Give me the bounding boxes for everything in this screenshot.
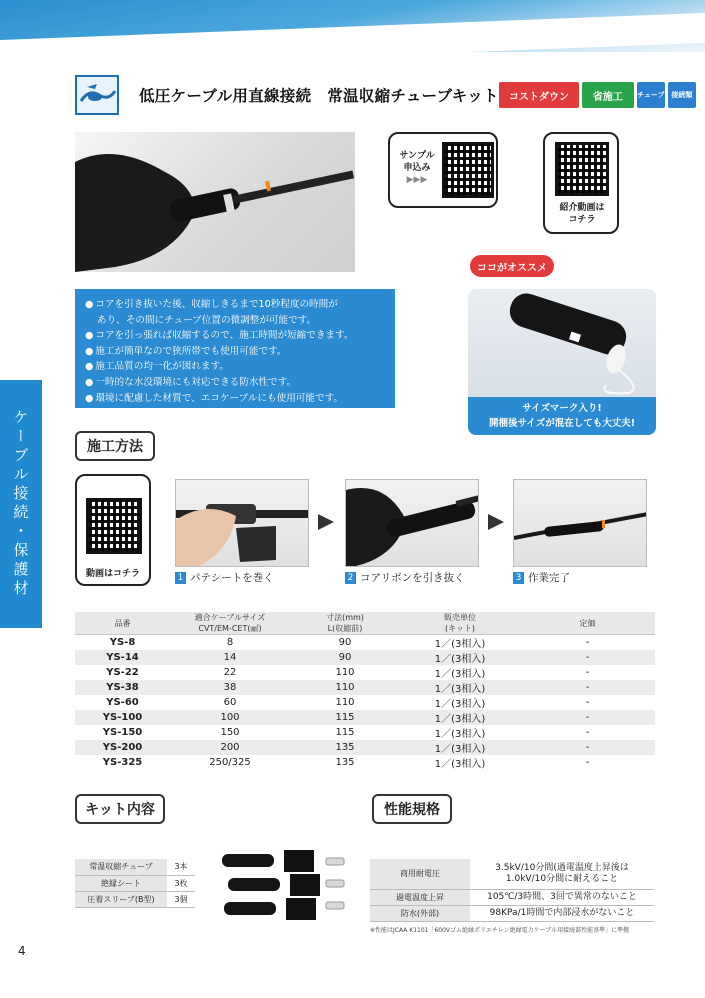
wave-fish-icon	[77, 81, 117, 109]
perf-value: 98KPa/1時間で内部浸水がないこと	[470, 905, 654, 921]
sample-label-line2: 申込み	[403, 163, 431, 174]
table-row	[370, 905, 654, 921]
tube-with-size-mark-illustration	[468, 289, 656, 397]
cell-price: -	[520, 680, 655, 695]
wrapping-putty-illustration	[176, 480, 309, 567]
kit-items-illustration	[220, 848, 350, 922]
table-row	[75, 740, 655, 755]
col-unit	[400, 612, 520, 635]
perf-item: 商用耐電圧	[370, 859, 470, 889]
cell-price: -	[520, 650, 655, 665]
table-row	[75, 710, 655, 725]
col-dimension-line2: L(収縮前)	[327, 624, 363, 633]
cell-price: -	[520, 740, 655, 755]
table-row	[75, 875, 195, 891]
feature-item: ● 施工が簡単なので狭所帯でも使用可能です。	[85, 344, 385, 360]
recommend-caption	[468, 397, 656, 435]
feature-badges	[499, 82, 696, 108]
recommend-caption-line2: 開梱後サイズが混在しても大丈夫!	[488, 418, 636, 429]
cell-price: -	[585, 637, 590, 648]
table-row	[75, 695, 655, 710]
cell-cable-size: 8	[226, 637, 234, 648]
cell-length: 90	[338, 637, 352, 648]
step-1-caption	[175, 570, 274, 585]
kit-item: 圧着スリーブ(B型)	[75, 891, 167, 907]
arrow-icons: ▶▶▶	[406, 175, 428, 186]
sidebar-label: ケーブル接続・保護材	[11, 409, 30, 599]
completed-joint-illustration	[514, 480, 647, 567]
page-title: 低圧ケーブル用直線接続 常温収縮チューブキット	[139, 87, 499, 105]
section-heading-performance: 性能規格	[372, 794, 452, 824]
cell-length: 110	[335, 697, 355, 708]
perf-item: 過電温度上昇	[370, 889, 470, 905]
cell-price: -	[585, 757, 590, 768]
cell-sales-unit: 1／(3相入)	[400, 740, 520, 755]
company-logo	[75, 75, 119, 115]
cell-model: YS-38	[75, 680, 170, 695]
perf-value-line1: 3.5kV/10分間(過電温度上昇後は	[495, 862, 629, 873]
cell-length: 110	[335, 667, 355, 678]
cell-model: YS-8	[109, 637, 136, 648]
table-row	[75, 859, 195, 875]
sample-label-line1: サンプル	[399, 151, 435, 161]
step-3-number: 3	[513, 572, 524, 584]
col-unit-line1: 販売単位	[444, 613, 476, 622]
feature-item: ● コアを引き抜いた後、収縮しきるまで10秒程度の時間が	[85, 297, 385, 313]
hand-holding-tube-photo	[75, 132, 355, 272]
intro-video-label-line2: コチラ	[568, 215, 596, 226]
recommend-caption-line1: サイズマーク入り!	[522, 403, 602, 414]
cell-sales-unit: 1／(3相入)	[400, 650, 520, 665]
col-cable	[170, 612, 290, 635]
feature-list	[85, 297, 385, 406]
step-3-photo	[513, 479, 647, 567]
cell-sales-unit: 1／(3相入)	[400, 710, 520, 725]
table-row	[75, 725, 655, 740]
table-row	[75, 665, 655, 680]
feature-item: ● 環境に配慮した材質で、エコケーブルにも使用可能です。	[85, 391, 385, 407]
spec-table-header	[75, 612, 655, 635]
badge-connection: 接続類	[668, 82, 696, 108]
product-header	[75, 74, 693, 116]
spec-table-body	[75, 635, 655, 771]
step-1-label: パテシートを巻く	[190, 572, 274, 584]
step-2-number: 2	[345, 572, 356, 584]
cell-model: YS-200	[75, 740, 170, 755]
sample-qr-code[interactable]	[442, 142, 494, 198]
cell-model: YS-14	[75, 650, 170, 665]
cell-model: YS-150	[102, 727, 143, 738]
cell-model: YS-100	[75, 710, 170, 725]
cell-price: -	[585, 697, 590, 708]
cell-length: 115	[290, 710, 400, 725]
kit-qty: 3個	[167, 891, 195, 907]
perf-value: 105℃/3時間、3回で異常のないこと	[470, 889, 654, 905]
kit-item: 常温収縮チューブ	[75, 859, 167, 875]
feature-item-cont: あり、その間にチューブ位置の微調整が可能です。	[97, 314, 317, 326]
recommend-product-photo	[468, 289, 656, 435]
cell-model: YS-325	[102, 757, 143, 768]
col-unit-line2: (キット)	[444, 624, 476, 633]
col-price: 定価	[520, 612, 655, 635]
step-3-caption	[513, 570, 570, 585]
step-1-photo	[175, 479, 309, 567]
feature-item: ● 施工品質の均一化が図れます。	[85, 359, 385, 375]
step-arrow-2	[488, 514, 504, 530]
cell-model: YS-22	[106, 667, 139, 678]
cell-sales-unit: 1／(3相入)	[400, 680, 520, 695]
page-number: 4	[18, 944, 26, 958]
table-row	[75, 650, 655, 665]
cell-price: -	[585, 667, 590, 678]
col-model: 品番	[75, 612, 170, 635]
perf-value	[470, 859, 654, 889]
cell-cable-size: 200	[170, 740, 290, 755]
spec-table	[75, 612, 655, 770]
kit-qty: 3枚	[167, 875, 195, 891]
feature-item: ● コアを引っ張れば収縮するので、施工時間が短縮できます。	[85, 328, 385, 344]
intro-video-qr-card[interactable]	[543, 132, 619, 234]
cell-cable-size: 150	[220, 727, 240, 738]
pulling-core-illustration	[346, 480, 479, 567]
cell-sales-unit: 1／(3相入)	[434, 639, 486, 650]
table-row	[75, 755, 655, 770]
table-row	[370, 859, 654, 889]
sidebar-category-tab[interactable]	[0, 380, 42, 628]
step-1-number: 1	[175, 572, 186, 584]
col-cable-line2: CVT/EM-CET(㎟)	[198, 624, 262, 633]
cell-cable-size: 250/325	[209, 757, 251, 768]
cell-sales-unit: 1／(3相入)	[434, 759, 486, 770]
badge-cost-down: コストダウン	[499, 82, 579, 108]
col-dimension-line1: 寸法(mm)	[326, 613, 364, 622]
table-row	[75, 635, 655, 651]
cell-cable-size: 60	[223, 697, 237, 708]
features-panel	[75, 289, 395, 408]
cell-cable-size: 38	[170, 680, 290, 695]
cell-length: 110	[290, 680, 400, 695]
col-dimension	[290, 612, 400, 635]
perf-item: 防水(外部)	[370, 905, 470, 921]
sample-request-qr-card[interactable]	[388, 132, 498, 208]
cell-price: -	[585, 727, 590, 738]
howto-video-label: 動画はコチラ	[85, 569, 140, 579]
badge-easy-install: 省施工	[582, 82, 634, 108]
section-heading-kit: キット内容	[75, 794, 165, 824]
perf-value-line2: 1.0kV/10分間に耐えること	[505, 873, 619, 884]
cell-length: 115	[335, 727, 355, 738]
feature-item: ● 一時的な水没環境にも対応できる防水性です。	[85, 375, 385, 391]
kit-qty: 3本	[167, 859, 195, 875]
cell-length: 90	[290, 650, 400, 665]
step-2-photo	[345, 479, 479, 567]
cell-cable-size: 14	[170, 650, 290, 665]
table-row	[75, 680, 655, 695]
step-2-caption	[345, 570, 465, 585]
recommend-tag: ココがオススメ	[470, 255, 554, 277]
col-cable-line1: 適合ケーブルサイズ	[194, 613, 266, 622]
performance-table	[370, 859, 654, 922]
howto-video-qr-card[interactable]	[75, 474, 151, 586]
cell-sales-unit: 1／(3相入)	[434, 669, 486, 680]
cell-cable-size: 100	[170, 710, 290, 725]
badge-tube: チューブ	[637, 82, 665, 108]
intro-video-label-line1: 紹介動画は	[559, 203, 605, 213]
cell-cable-size: 22	[223, 667, 237, 678]
performance-footnote: ※性能はJCAA K1101「600Vゴム絶縁ポリエチレン絶縁電力ケーブル用接続部性能基準」に準拠	[370, 927, 630, 934]
cell-price: -	[520, 710, 655, 725]
table-row	[75, 891, 195, 907]
kit-contents-table	[75, 859, 195, 908]
table-row	[370, 889, 654, 905]
section-heading-method: 施工方法	[75, 431, 155, 461]
step-3-label: 作業完了	[528, 572, 570, 584]
cell-model: YS-60	[106, 697, 139, 708]
intro-video-qr-code[interactable]	[555, 142, 609, 196]
kit-item: 絶縁シート	[75, 875, 167, 891]
step-2-label: コアリボンを引き抜く	[360, 572, 465, 584]
cell-sales-unit: 1／(3相入)	[434, 699, 486, 710]
cell-length: 135	[335, 757, 355, 768]
kit-contents-photo	[220, 848, 350, 922]
howto-video-qr-code[interactable]	[86, 498, 142, 554]
cell-sales-unit: 1／(3相入)	[434, 729, 486, 740]
gloved-hand-illustration	[75, 132, 355, 272]
cell-length: 135	[290, 740, 400, 755]
step-arrow-1	[318, 514, 334, 530]
